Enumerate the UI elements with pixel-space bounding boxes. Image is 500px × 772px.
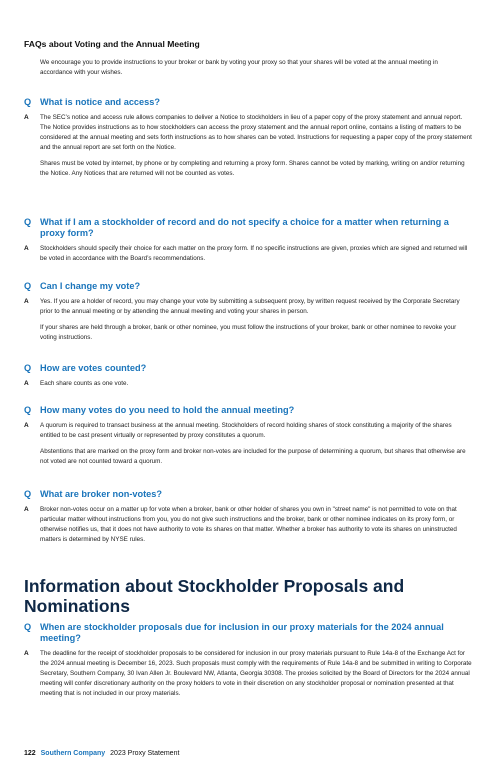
answer-extra: Abstentions that are marked on the proxy form and broker non-votes are included for the purpose of determining a quorum, but shares that otherwise are not voted are not counted toward a quorum. — [40, 448, 466, 465]
answer-marker: A — [24, 506, 29, 513]
answer-marker: A — [24, 245, 29, 252]
answer-row — [24, 244, 474, 264]
question-text: How are votes counted? — [40, 363, 147, 373]
question-text: What are broker non-votes? — [40, 489, 163, 499]
question-marker: Q — [24, 405, 32, 415]
answer-text: Broker non-votes occur on a matter up for vote when a broker, bank or other holder of shares you own in "street name" is not permitted to vote on that particular matter without instructions from you, you do not give such instructions and the broker, bank or other nominee indicates on its proxy form, or otherwise notifies us, that it does not have authority to vote its shares on that matter. Whether a broker has authority to vote its shares on uninstructed matters is determined by NYSE rules. — [40, 506, 457, 543]
question-marker: Q — [24, 97, 32, 107]
section-header: FAQs about Voting and the Annual Meeting — [24, 39, 200, 49]
question-row — [24, 217, 474, 239]
question-marker: Q — [24, 281, 32, 291]
qa-quorum — [24, 405, 474, 467]
question-text: How many votes do you need to hold the annual meeting? — [40, 405, 295, 415]
answer-row — [24, 297, 474, 317]
question-text: Can I change my vote? — [40, 281, 141, 291]
question-marker: Q — [24, 489, 32, 499]
qa-notice-and-access — [24, 97, 474, 179]
question-row — [24, 405, 474, 416]
question-text: What is notice and access? — [40, 97, 160, 107]
question-row — [24, 363, 474, 374]
answer-marker: A — [24, 422, 29, 429]
qa-votes-counted — [24, 363, 474, 389]
answer-row — [24, 421, 474, 441]
answer-row — [24, 505, 474, 545]
answer-text: The SEC’s notice and access rule allows companies to deliver a Notice to stockholders in lieu of a paper copy of the proxy statement and annual report. The Notice provides instructions as to how stockholders can access the proxy statement and the annual report online, contains a listing of matters to be considered at the annual meeting and sets forth instructions as to how shares can be voted. Instructions for requesting a paper copy of the proxy statement and the annual report are set forth on the Notice. — [40, 114, 472, 151]
question-row — [24, 489, 474, 500]
answer-marker: A — [24, 114, 29, 121]
qa-proposals-due — [24, 622, 474, 699]
answer-extra: If your shares are held through a broker, bank or other nominee, you must follow the instructions of your broker, bank or other nominee to revoke your voting instructions. — [40, 324, 457, 341]
document-title: 2023 Proxy Statement — [110, 750, 180, 757]
answer-text: Stockholders should specify their choice for each matter on the proxy form. If no specific instructions are given, proxies which are signed and returned will be voted in accordance with the Board’s recommendations. — [40, 245, 468, 262]
answer-text: Yes. If you are a holder of record, you may change your vote by submitting a subsequent proxy, by written request received by the Corporate Secretary prior to the annual meeting or by attending the annual meeting and voting your shares in person. — [40, 298, 460, 315]
answer-row — [24, 649, 474, 699]
question-text: When are stockholder proposals due for inclusion in our proxy materials for the 2024 annual meeting? — [40, 622, 444, 643]
answer-text: A quorum is required to transact business at the annual meeting. Stockholders of record holding shares of stock constituting a majority of the shares entitled to be cast present virtually or represented by proxy constitutes a quorum. — [40, 422, 452, 439]
qa-no-choice-specified — [24, 217, 474, 264]
page-number: 122 — [24, 750, 36, 757]
question-marker: Q — [24, 217, 32, 227]
answer-marker: A — [24, 380, 29, 387]
answer-row — [24, 379, 474, 389]
question-row — [24, 622, 474, 644]
proposals-heading: Information about Stockholder Proposals and Nominations — [24, 576, 405, 616]
answer-marker: A — [24, 650, 29, 657]
qa-change-vote — [24, 281, 474, 343]
answer-text: The deadline for the receipt of stockholder proposals to be considered for inclusion in our proxy materials pursuant to Rule 14a-8 of the Exchange Act for the 2024 annual meeting is December 16, 2023. Such proposals must comply with the requirements of Rule 14a-8 and be submitted in writing to Corporate Secretary, Southern Company, 30 Ivan Allen Jr. Boulevard NW, Atlanta, Georgia 30308. The proxies solicited by the Board of Directors for the 2024 annual meeting will confer discretionary authority on the proxy holders to vote in their discretion on any stockholder proposal or nomination presented at that meeting that is not included in our proxy materials. — [40, 650, 472, 697]
brand-name: Southern Company — [40, 750, 106, 757]
question-row — [24, 281, 474, 292]
question-marker: Q — [24, 622, 32, 632]
answer-marker: A — [24, 298, 29, 305]
qa-broker-non-votes — [24, 489, 474, 545]
question-text: What if I am a stockholder of record and do not specify a choice for a matter when returning a proxy form? — [40, 217, 449, 238]
intro-paragraph: We encourage you to provide instructions to your broker or bank by voting your proxy so that your shares will be voted at the annual meeting in accordance with your wishes. — [40, 59, 438, 76]
question-row — [24, 97, 474, 108]
page-footer — [24, 750, 179, 757]
question-marker: Q — [24, 363, 32, 373]
answer-text: Each share counts as one vote. — [40, 380, 129, 387]
answer-extra: Shares must be voted by internet, by phone or by completing and returning a proxy form. Shares cannot be voted by marking, writing on and/or returning the Notice. Any Notices that are returned will not be counted as votes. — [40, 160, 465, 177]
answer-row — [24, 113, 474, 153]
